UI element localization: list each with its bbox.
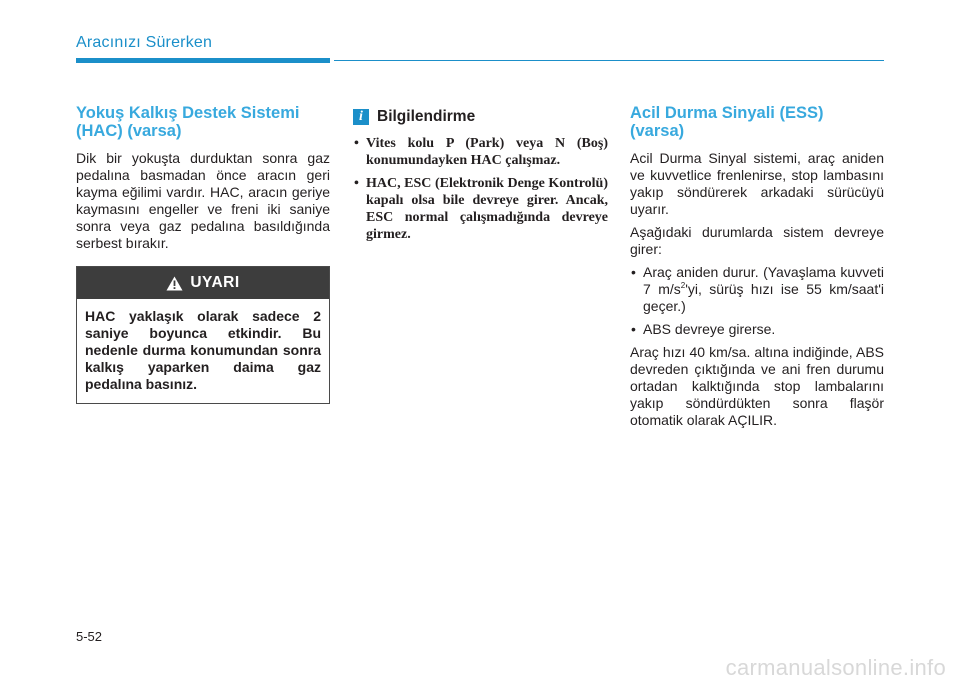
warning-text: HAC yaklaşık olarak sadece 2 saniye boyunca etkindir. Bu nedenle durma konumundan sonra kalkış yaparken daima gaz pedalına basınız. xyxy=(85,308,321,392)
ess-conditions-intro: Aşağıdaki durumlarda sistem devreye girer: xyxy=(630,224,884,257)
warning-box xyxy=(76,266,330,404)
section-header: Aracınızı Sürerken xyxy=(76,34,213,51)
ess-title-line2: (varsa) xyxy=(630,122,685,140)
header-rule-thick xyxy=(76,58,330,63)
hac-column xyxy=(76,104,330,404)
ess-outro: Araç hızı 40 km/sa. altına indiğinde, ABS devreden çıktığında ve ani fren durumu ortadan kalktığında stop lambalarını yakıp söndürdükten sonra flaşör otomatik olarak AÇILIR. xyxy=(630,344,884,428)
ess-title xyxy=(630,104,884,140)
hac-title-line1: Yokuş Kalkış Destek Sistemi xyxy=(76,104,300,122)
list-item: • ABS devreye girerse. xyxy=(630,321,884,338)
ess-item1-b: 'yi, sürüş hızı ise 55 km/saat'i geçer.) xyxy=(643,281,884,314)
ess-title-line1: Acil Durma Sinyali (ESS) xyxy=(630,104,824,122)
hac-title xyxy=(76,104,330,140)
list-item: • HAC, ESC (Elektronik Denge Kontrolü) kapalı olsa bile devreye girer. Ancak, ESC normal çalışmadığında devreye girmez. xyxy=(353,175,608,243)
ess-conditions-list xyxy=(630,264,884,338)
watermark: carmanualsonline.info xyxy=(725,655,946,680)
header-rule-thin xyxy=(334,60,884,61)
page-number: 5-52 xyxy=(76,629,103,644)
hac-body: Dik bir yokuşta durduktan sonra gaz pedalına basmadan önce aracın geri kayma eğilimi vardır. HAC, aracın geriye kaymasını engeller ve freni iki saniye sonra veya gaz pedalına basıldığında serbest bırakır. xyxy=(76,150,330,251)
warning-header xyxy=(77,267,329,299)
list-item: • Vites kolu P (Park) veya N (Boş) konumundayken HAC çalışmaz. xyxy=(353,135,608,169)
info-column xyxy=(353,104,608,249)
ess-item1-a: Araç aniden durur. (Yavaşlama kuvveti 7 m/s xyxy=(643,264,884,297)
ess-intro: Acil Durma Sinyal sistemi, araç aniden ve kuvvetlice frenlenirse, stop lambasını yakıp söndürerek arkadaki sürücüyü uyarır. xyxy=(630,150,884,217)
warning-triangle-icon xyxy=(166,276,183,291)
info-list xyxy=(353,135,608,243)
list-item xyxy=(630,264,884,315)
info-icon: i xyxy=(353,109,369,125)
ess-column xyxy=(630,104,884,435)
info-title: Bilgilendirme xyxy=(377,108,476,125)
warning-label: UYARI xyxy=(190,274,240,291)
info-heading xyxy=(353,108,608,126)
hac-title-line2: (HAC) (varsa) xyxy=(76,122,182,140)
ess-item1-sup: 2 xyxy=(680,281,686,290)
